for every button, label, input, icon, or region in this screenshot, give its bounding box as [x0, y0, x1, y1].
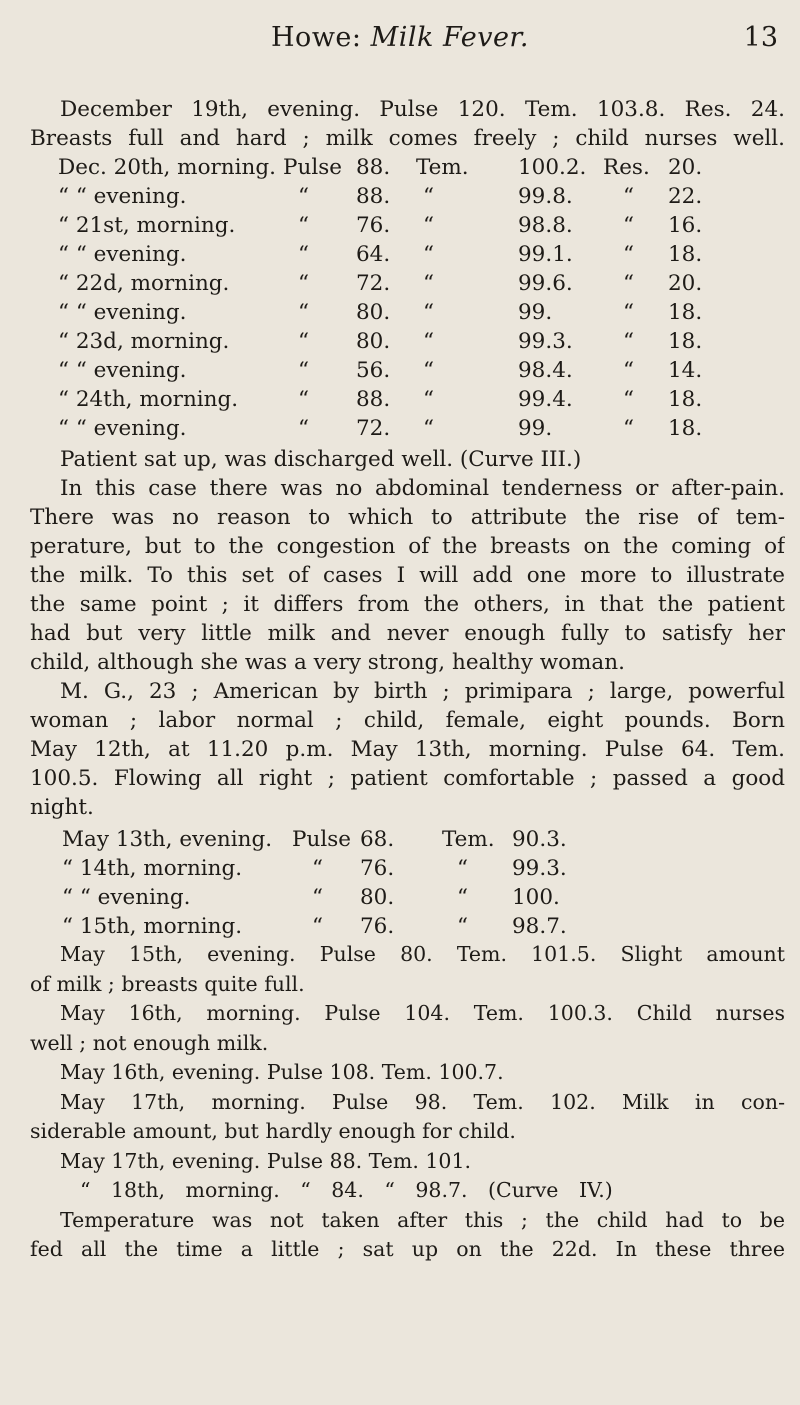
cell-pulse-label: “ [298, 242, 309, 267]
cell-tem-label: “ [423, 300, 434, 325]
cell-res-label: “ [623, 184, 634, 209]
intro-paragraph [30, 95, 785, 153]
cell-res: 22. [668, 184, 703, 209]
table-row [58, 385, 758, 414]
cell-pulse-label: “ [298, 358, 309, 383]
cell-pulse: 76. [360, 856, 395, 881]
cell-tem-label: “ [423, 416, 434, 441]
text-line: “ 18th, morning. “ 84. “ 98.7. (Curve IV.) [80, 1178, 613, 1202]
cell-tem: 90.3. [512, 827, 567, 852]
cell-tem-label: Tem. [416, 155, 469, 180]
cell-res-label: “ [623, 329, 634, 354]
cell-pulse: 80. [356, 329, 391, 354]
text-line: In this case there was no abdominal tenderness or after-pain. [60, 476, 785, 501]
cell-day: “ “ evening. [58, 184, 187, 209]
text-line: child, although she was a very strong, healthy woman. [30, 650, 625, 675]
cell-res-label: “ [623, 387, 634, 412]
page-header [0, 22, 800, 62]
cell-tem: 98.7. [512, 914, 567, 939]
table-row [58, 356, 758, 385]
cell-res: 14. [668, 358, 703, 383]
cell-pulse-label: “ [312, 914, 323, 939]
cell-pulse-label: “ [298, 184, 309, 209]
text-line: woman ; labor normal ; child, female, eight pounds. Born [30, 708, 785, 733]
cell-pulse-label: “ [312, 885, 323, 910]
cell-pulse-label: “ [298, 329, 309, 354]
cell-res-label: “ [623, 358, 634, 383]
cell-res: 20. [668, 271, 703, 296]
cell-tem-label: “ [457, 914, 468, 939]
cell-pulse-label: Pulse [283, 155, 342, 180]
text-line: had but very little milk and never enough fully to satisfy her [30, 621, 785, 646]
cell-res-label: Res. [603, 155, 650, 180]
header-author: Howe [271, 22, 352, 53]
cell-tem: 99. [518, 300, 553, 325]
table-row [62, 883, 662, 912]
vitals-table-may [62, 825, 662, 941]
cell-day: “ “ evening. [58, 242, 187, 267]
table-row [58, 153, 758, 182]
cell-res: 18. [668, 242, 703, 267]
cell-tem: 99.6. [518, 271, 573, 296]
cell-day: “ 21st, morning. [58, 213, 236, 238]
cell-pulse-label: Pulse [292, 827, 351, 852]
table-row [58, 269, 758, 298]
cell-pulse: 72. [356, 416, 391, 441]
cell-pulse-label: “ [298, 387, 309, 412]
cell-tem: 99.1. [518, 242, 573, 267]
text-line: night. [30, 795, 94, 820]
table-row [62, 825, 662, 854]
table-row [58, 211, 758, 240]
cell-pulse: 80. [356, 300, 391, 325]
text-line: well ; not enough milk. [30, 1030, 269, 1055]
cell-pulse-label: “ [298, 416, 309, 441]
cell-pulse: 64. [356, 242, 391, 267]
cell-day: “ 14th, morning. [62, 856, 243, 881]
cell-tem: 99. [518, 416, 553, 441]
cell-day: Dec. 20th, morning. [58, 155, 276, 180]
text-line: May 16th, evening. Pulse 108. Tem. 100.7. [60, 1060, 504, 1084]
cell-day: “ “ evening. [62, 885, 191, 910]
text-line: May 17th, morning. Pulse 98. Tem. 102. Milk in con- [60, 1089, 785, 1114]
text-line: Breasts full and hard ; milk comes freely ; child nurses well. [30, 126, 785, 151]
cell-res: 18. [668, 300, 703, 325]
cell-pulse: 88. [356, 184, 391, 209]
cell-res: 18. [668, 329, 703, 354]
cell-tem: 98.8. [518, 213, 573, 238]
cell-day: “ 15th, morning. [62, 914, 243, 939]
cell-day: “ 24th, morning. [58, 387, 239, 412]
cell-pulse-label: “ [298, 213, 309, 238]
cell-pulse: 72. [356, 271, 391, 296]
cell-pulse: 76. [356, 213, 391, 238]
text-line: December 19th, evening. Pulse 120. Tem. 103.8. Res. 24. [60, 97, 785, 122]
cell-tem: 98.4. [518, 358, 573, 383]
cell-day: May 13th, evening. [62, 827, 273, 852]
cell-tem-label: “ [423, 242, 434, 267]
page-number: 13 [743, 22, 778, 53]
cell-res-label: “ [623, 300, 634, 325]
table-row [58, 182, 758, 211]
cell-tem-label: Tem. [442, 827, 495, 852]
cell-tem-label: “ [457, 856, 468, 881]
cell-tem: 100. [512, 885, 560, 910]
cell-pulse-label: “ [312, 856, 323, 881]
cell-res: 18. [668, 416, 703, 441]
cell-res-label: “ [623, 416, 634, 441]
cell-res-label: “ [623, 271, 634, 296]
text-line: May 16th, morning. Pulse 104. Tem. 100.3. Child nurses [60, 1001, 785, 1025]
cell-tem: 99.3. [512, 856, 567, 881]
cell-res: 16. [668, 213, 703, 238]
cell-tem-label: “ [423, 271, 434, 296]
cell-day: “ “ evening. [58, 416, 187, 441]
body-paragraph [30, 445, 785, 822]
cell-day: “ “ evening. [58, 300, 187, 325]
cell-day: “ 22d, morning. [58, 271, 230, 296]
cell-tem-label: “ [423, 387, 434, 412]
cell-tem: 100.2. [518, 155, 587, 180]
text-line: fed all the time a little ; sat up on the 22d. In these three [30, 1237, 785, 1261]
text-line: May 12th, at 11.20 p.m. May 13th, morning. Pulse 64. Tem. [30, 737, 785, 762]
text-line: May 17th, evening. Pulse 88. Tem. 101. [60, 1148, 472, 1173]
table-row [58, 240, 758, 269]
text-line: the milk. To this set of cases I will add one more to illustrate [30, 563, 785, 588]
cell-tem-label: “ [423, 184, 434, 209]
table-row [62, 854, 662, 883]
text-line: May 15th, evening. Pulse 80. Tem. 101.5. Slight amount [60, 942, 785, 966]
text-line: There was no reason to which to attribute the rise of tem- [30, 505, 785, 530]
text-line: 100.5. Flowing all right ; patient comfortable ; passed a good [30, 766, 785, 791]
cell-tem-label: “ [423, 213, 434, 238]
tail-paragraph [30, 940, 785, 1265]
text-line: the same point ; it differs from the others, in that the patient [30, 592, 785, 617]
text-line: Temperature was not taken after this ; the child had to be [60, 1207, 785, 1232]
cell-res: 18. [668, 387, 703, 412]
table-row [58, 327, 758, 356]
table-row [58, 414, 758, 443]
cell-day: “ “ evening. [58, 358, 187, 383]
cell-pulse: 56. [356, 358, 391, 383]
cell-tem: 99.8. [518, 184, 573, 209]
cell-res-label: “ [623, 213, 634, 238]
cell-day: “ 23d, morning. [58, 329, 230, 354]
table-row [62, 912, 662, 941]
cell-tem: 99.3. [518, 329, 573, 354]
cell-pulse: 76. [360, 914, 395, 939]
cell-res-label: “ [623, 242, 634, 267]
cell-pulse: 88. [356, 155, 391, 180]
cell-tem-label: “ [423, 358, 434, 383]
table-row [58, 298, 758, 327]
text-line: perature, but to the congestion of the breasts on the coming of [30, 534, 785, 559]
text-line: M. G., 23 ; American by birth ; primipara ; large, powerful [60, 679, 785, 704]
cell-pulse: 88. [356, 387, 391, 412]
header-separator: : [351, 22, 362, 53]
cell-pulse-label: “ [298, 271, 309, 296]
header-title: Milk Fever. [370, 22, 529, 53]
text-line: Patient sat up, was discharged well. (Curve III.) [60, 447, 582, 472]
cell-pulse: 68. [360, 827, 395, 852]
cell-pulse: 80. [360, 885, 395, 910]
text-line: of milk ; breasts quite full. [30, 971, 305, 996]
cell-res: 20. [668, 155, 703, 180]
cell-tem-label: “ [457, 885, 468, 910]
cell-pulse-label: “ [298, 300, 309, 325]
cell-tem: 99.4. [518, 387, 573, 412]
cell-tem-label: “ [423, 329, 434, 354]
vitals-table-december [58, 153, 758, 443]
text-line: siderable amount, but hardly enough for child. [30, 1119, 516, 1143]
running-head [0, 22, 800, 53]
